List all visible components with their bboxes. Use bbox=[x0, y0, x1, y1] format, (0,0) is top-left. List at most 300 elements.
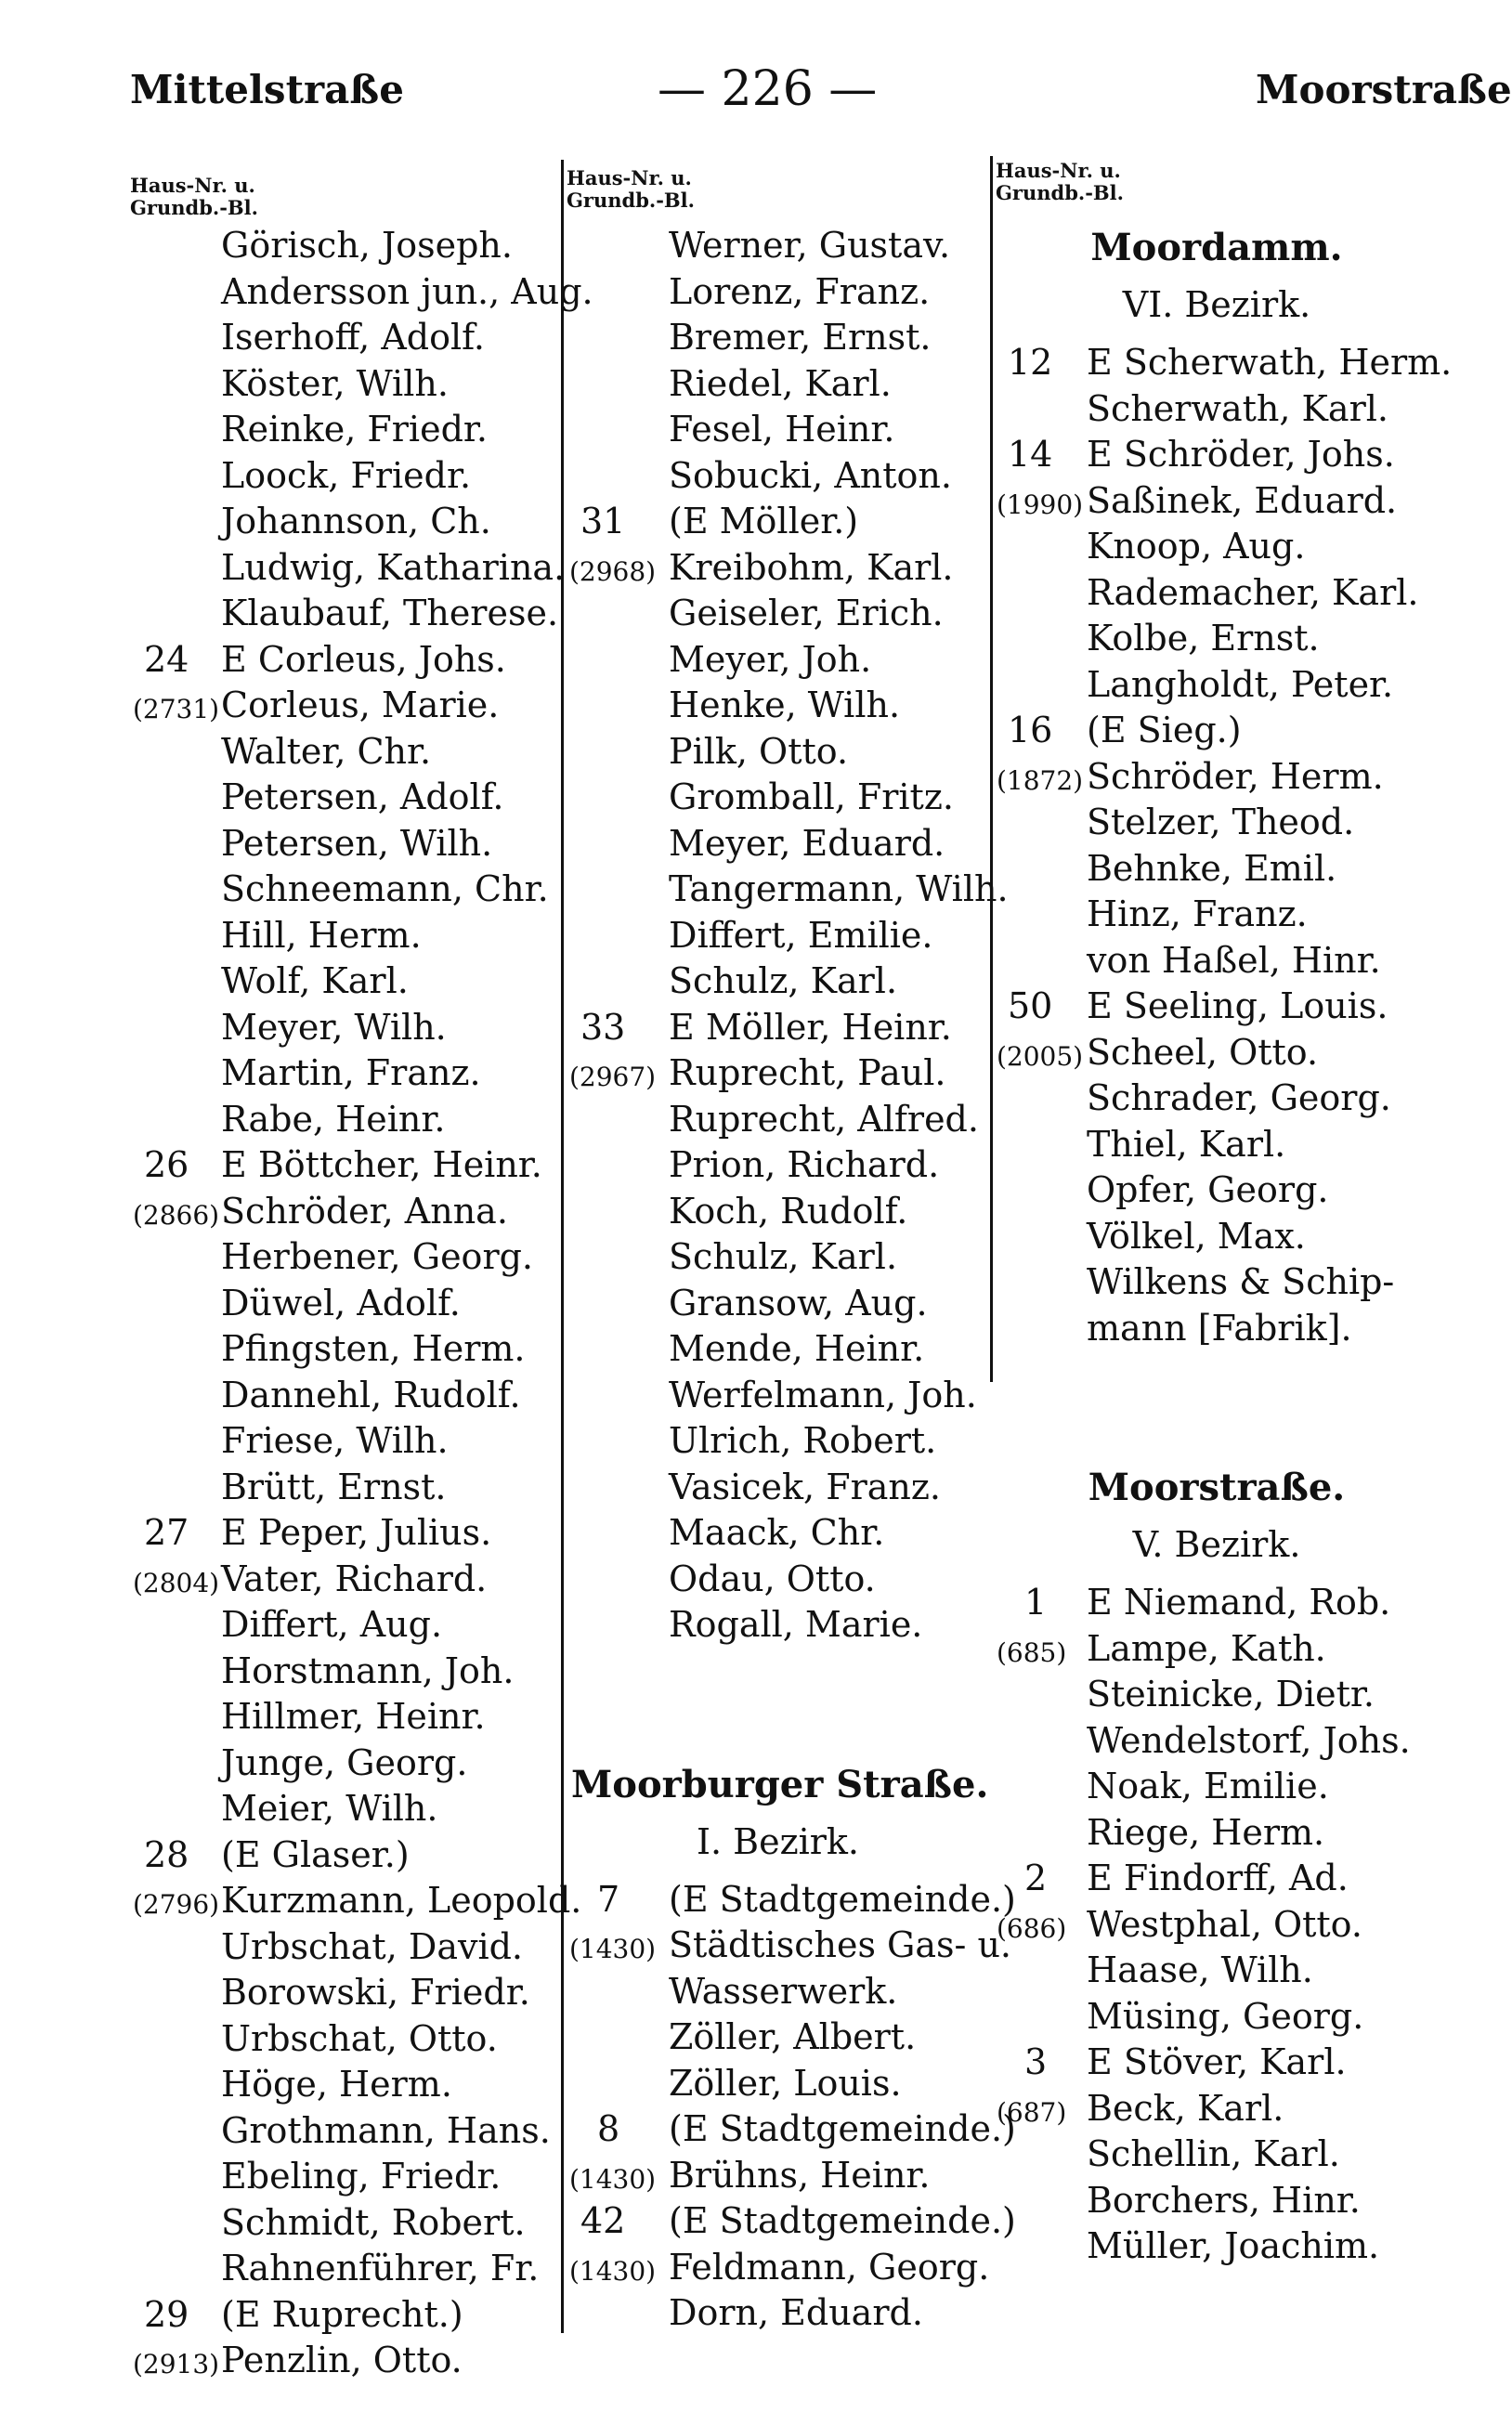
list-item bbox=[998, 386, 1435, 433]
resident-name: Dannehl, Rudolf. bbox=[221, 1374, 521, 1415]
resident-name: Schulz, Karl. bbox=[669, 960, 898, 1001]
column-2 bbox=[569, 223, 1016, 2337]
list-item bbox=[998, 432, 1435, 478]
land-register-number: (687) bbox=[997, 2096, 1067, 2128]
resident-name: Köster, Wilh. bbox=[221, 362, 449, 404]
resident-name: Stelzer, Theod. bbox=[1087, 802, 1355, 842]
house-number: 26 bbox=[144, 1144, 189, 1185]
list-item bbox=[571, 1050, 984, 1097]
resident-name: Ruprecht, Paul. bbox=[669, 1052, 946, 1093]
resident-name: Corleus, Marie. bbox=[221, 684, 500, 725]
list-item bbox=[135, 2016, 557, 2063]
resident-name: Pilk, Otto. bbox=[669, 730, 849, 772]
list-item bbox=[998, 1718, 1435, 1765]
list-item bbox=[135, 545, 566, 592]
resident-name: Ulrich, Robert. bbox=[669, 1420, 937, 1461]
column-header-line1: Haus-Nr. u. bbox=[130, 174, 255, 197]
resident-name: Walter, Chr. bbox=[221, 730, 432, 772]
resident-name: Gromball, Fritz. bbox=[669, 776, 954, 817]
resident-name: Schulz, Karl. bbox=[669, 1236, 898, 1277]
list-item bbox=[135, 1465, 557, 1511]
list-item bbox=[571, 1281, 984, 1327]
resident-name: Rademacher, Karl. bbox=[1087, 571, 1419, 613]
land-register-number: (685) bbox=[997, 1636, 1067, 1668]
list-item bbox=[135, 2154, 557, 2200]
column-header-line2: Grundb.-Bl. bbox=[567, 189, 695, 212]
list-item bbox=[135, 591, 557, 637]
land-register-number: (2804) bbox=[133, 1567, 220, 1598]
list-item bbox=[135, 1970, 557, 2016]
house-number: 24 bbox=[144, 638, 189, 680]
resident-name: Schmidt, Robert. bbox=[221, 2201, 526, 2243]
resident-name: E Peper, Julius. bbox=[221, 1512, 492, 1553]
house-number: 16 bbox=[1008, 710, 1053, 750]
resident-name: Iserhoff, Adolf. bbox=[221, 317, 485, 358]
list-item bbox=[135, 729, 557, 776]
list-item bbox=[571, 1557, 984, 1603]
list-item bbox=[135, 1557, 557, 1603]
resident-name: Haase, Wilh. bbox=[1087, 1949, 1313, 1990]
land-register-number: (2967) bbox=[569, 1062, 657, 1092]
resident-name: Loock, Friedr. bbox=[221, 454, 472, 496]
land-register-number: (2731) bbox=[133, 694, 220, 724]
resident-name: Vasicek, Franz. bbox=[669, 1466, 941, 1507]
list-item bbox=[135, 1786, 557, 1832]
list-item bbox=[571, 407, 984, 453]
list-item bbox=[571, 821, 984, 867]
list-item bbox=[998, 1122, 1435, 1168]
list-item bbox=[998, 1259, 1435, 1306]
list-item bbox=[135, 2246, 557, 2292]
resident-name: Bremer, Ernst. bbox=[669, 317, 932, 358]
list-item bbox=[135, 453, 557, 500]
resident-name: Mende, Heinr. bbox=[669, 1328, 925, 1369]
house-number: 3 bbox=[1024, 2041, 1048, 2082]
list-item bbox=[569, 1923, 1012, 1969]
list-item bbox=[135, 2200, 557, 2247]
list-item bbox=[571, 1097, 984, 1143]
resident-name: Henke, Wilh. bbox=[669, 684, 901, 725]
list-item bbox=[571, 2014, 984, 2061]
list-item bbox=[998, 1030, 1435, 1076]
list-item bbox=[135, 1097, 557, 1143]
spacer bbox=[571, 1649, 984, 1762]
column-divider-1 bbox=[561, 160, 564, 2333]
list-item bbox=[571, 867, 1009, 913]
list-item bbox=[135, 637, 557, 684]
list-item bbox=[998, 2132, 1435, 2178]
resident-name: Fesel, Heinr. bbox=[669, 409, 895, 450]
resident-name: E Seeling, Louis. bbox=[1087, 985, 1388, 1026]
list-item bbox=[135, 1234, 557, 1281]
resident-name: Wolf, Karl. bbox=[221, 960, 409, 1001]
list-item bbox=[571, 1602, 984, 1649]
resident-name: Schröder, Anna. bbox=[221, 1190, 508, 1232]
list-item bbox=[998, 1948, 1435, 1994]
resident-name: Behnke, Emil. bbox=[1087, 847, 1337, 889]
district-label-row bbox=[998, 282, 1435, 340]
resident-name: (E Möller.) bbox=[669, 501, 859, 541]
list-item bbox=[135, 407, 557, 453]
list-item bbox=[135, 1189, 557, 1235]
resident-name: Geiseler, Erich. bbox=[669, 593, 944, 633]
list-item bbox=[135, 2292, 557, 2339]
resident-name: Langholdt, Peter. bbox=[1087, 663, 1394, 705]
list-item bbox=[135, 821, 557, 867]
list-item bbox=[998, 1672, 1435, 1718]
resident-name: E Findorff, Ad. bbox=[1087, 1858, 1349, 1898]
resident-name: E Corleus, Johs. bbox=[221, 638, 506, 680]
list-item bbox=[571, 1189, 984, 1235]
land-register-number: (2913) bbox=[133, 2349, 220, 2379]
list-item bbox=[135, 1741, 557, 1787]
resident-name: Johannson, Ch. bbox=[221, 501, 491, 541]
list-item bbox=[571, 1234, 984, 1281]
resident-name: Wilkens & Schip- bbox=[1087, 1261, 1395, 1302]
resident-name: Kurzmann, Leopold. bbox=[221, 1880, 582, 1921]
resident-name: Kreibohm, Karl. bbox=[669, 546, 954, 588]
resident-name: Friese, Wilh. bbox=[221, 1420, 449, 1461]
resident-name: Kolbe, Ernst. bbox=[1087, 618, 1320, 658]
resident-name: Urbschat, Otto. bbox=[221, 2017, 498, 2059]
list-item bbox=[571, 499, 984, 545]
resident-name: Meier, Wilh. bbox=[221, 1788, 438, 1829]
resident-name: Werfelmann, Joh. bbox=[669, 1374, 977, 1415]
resident-name: Görisch, Joseph. bbox=[221, 225, 513, 266]
district-label: VI. Bezirk. bbox=[1122, 284, 1311, 325]
list-item bbox=[135, 1649, 557, 1695]
resident-name: Meyer, Eduard. bbox=[669, 822, 945, 864]
land-register-number: (1430) bbox=[569, 2163, 657, 2195]
resident-name: Petersen, Wilh. bbox=[221, 822, 493, 864]
house-number: 8 bbox=[597, 2108, 620, 2149]
resident-name: Reinke, Friedr. bbox=[221, 409, 488, 450]
resident-name: Penzlin, Otto. bbox=[221, 2340, 463, 2380]
resident-name: Müller, Joachim. bbox=[1087, 2225, 1380, 2266]
list-item bbox=[571, 913, 984, 959]
land-register-number: (1430) bbox=[569, 2255, 657, 2287]
list-item bbox=[998, 1167, 1435, 1214]
district-label: I. Bezirk. bbox=[696, 1820, 860, 1862]
list-item bbox=[998, 984, 1435, 1030]
list-item bbox=[998, 1076, 1435, 1122]
resident-name: Prion, Richard. bbox=[669, 1144, 940, 1185]
land-register-number: (2968) bbox=[569, 555, 657, 587]
list-item bbox=[998, 340, 1453, 386]
land-register-number: (686) bbox=[997, 1912, 1067, 1944]
resident-name: Städtisches Gas- u. bbox=[669, 1924, 1012, 1965]
resident-name: Meyer, Wilh. bbox=[221, 1006, 447, 1048]
list-item bbox=[133, 1878, 582, 1924]
list-item bbox=[571, 591, 984, 637]
list-item bbox=[135, 1050, 557, 1097]
list-item bbox=[571, 729, 984, 776]
resident-name: Differt, Emilie. bbox=[669, 914, 933, 956]
resident-name: Koch, Rudolf. bbox=[669, 1190, 908, 1232]
resident-name: E Niemand, Rob. bbox=[1087, 1582, 1391, 1623]
list-item bbox=[571, 1877, 1016, 1923]
street-title-row bbox=[998, 225, 1435, 282]
resident-name: Herbener, Georg. bbox=[221, 1236, 534, 1277]
list-item bbox=[571, 683, 984, 729]
list-item bbox=[571, 223, 984, 269]
house-number: 31 bbox=[580, 501, 626, 541]
resident-name: Horstmann, Joh. bbox=[221, 1649, 515, 1691]
resident-name: Westphal, Otto. bbox=[1087, 1903, 1362, 1945]
list-item bbox=[135, 1694, 557, 1741]
house-number: 50 bbox=[1008, 985, 1053, 1026]
list-item bbox=[571, 2106, 1016, 2153]
resident-name: Sobucki, Anton. bbox=[669, 454, 952, 496]
list-item bbox=[998, 1856, 1435, 1902]
street-title: Moorburger Straße. bbox=[571, 1762, 989, 1806]
list-item bbox=[135, 958, 557, 1005]
resident-name: Gransow, Aug. bbox=[669, 1282, 928, 1323]
resident-name: Düwel, Adolf. bbox=[221, 1282, 461, 1323]
resident-name: mann [Fabrik]. bbox=[1087, 1307, 1352, 1349]
resident-name: Brütt, Ernst. bbox=[221, 1466, 447, 1507]
resident-name: Urbschat, David. bbox=[221, 1925, 524, 1967]
list-item bbox=[571, 361, 984, 408]
list-item bbox=[571, 1373, 984, 1419]
list-item bbox=[571, 545, 984, 592]
list-item bbox=[998, 1580, 1435, 1626]
list-item bbox=[571, 1969, 984, 2015]
list-item bbox=[998, 1626, 1435, 1673]
resident-name: Differt, Aug. bbox=[221, 1604, 443, 1645]
resident-name: E Scherwath, Herm. bbox=[1087, 342, 1453, 383]
list-item bbox=[998, 754, 1435, 801]
resident-name: Vater, Richard. bbox=[221, 1558, 488, 1599]
district-label: V. Bezirk. bbox=[1132, 1524, 1301, 1565]
resident-name: Odau, Otto. bbox=[669, 1558, 876, 1599]
resident-name: Scherwath, Karl. bbox=[1087, 387, 1388, 429]
list-item bbox=[135, 1510, 557, 1557]
column-header-line1: Haus-Nr. u. bbox=[996, 159, 1121, 182]
street-title: Moordamm. bbox=[1090, 226, 1343, 269]
list-item bbox=[998, 1214, 1435, 1260]
resident-name: Ebeling, Friedr. bbox=[221, 2156, 502, 2197]
resident-name: Borowski, Friedr. bbox=[221, 1972, 530, 2013]
list-item bbox=[569, 2245, 990, 2291]
list-item bbox=[571, 1418, 984, 1465]
resident-name: Wasserwerk. bbox=[669, 1970, 898, 2012]
list-item bbox=[998, 1306, 1435, 1352]
resident-name: Grothmann, Hans. bbox=[221, 2109, 551, 2151]
list-item bbox=[135, 1924, 557, 1971]
resident-name: (E Ruprecht.) bbox=[221, 2293, 463, 2335]
list-item bbox=[571, 1326, 984, 1373]
column-header-line1: Haus-Nr. u. bbox=[567, 166, 692, 189]
resident-name: Noak, Emilie. bbox=[1087, 1766, 1329, 1806]
resident-name: Feldmann, Georg. bbox=[669, 2246, 990, 2288]
list-item bbox=[135, 2338, 557, 2384]
resident-name: Borchers, Hinr. bbox=[1087, 2179, 1361, 2221]
resident-name: Schneemann, Chr. bbox=[221, 868, 549, 909]
list-item bbox=[135, 867, 557, 913]
resident-name: Schrader, Georg. bbox=[1087, 1077, 1391, 1118]
resident-name: (E Stadtgemeinde.) bbox=[669, 2200, 1016, 2241]
column-header-3 bbox=[996, 160, 1124, 204]
land-register-number: (1990) bbox=[997, 489, 1084, 520]
column-header-2 bbox=[567, 167, 695, 212]
resident-name: Saßinek, Eduard. bbox=[1087, 479, 1398, 521]
resident-name: von Haßel, Hinr. bbox=[1087, 939, 1381, 981]
house-number: 27 bbox=[144, 1512, 189, 1553]
house-number: 1 bbox=[1024, 1582, 1048, 1623]
running-head-left: Mittelstraße bbox=[130, 67, 404, 112]
street-title-row bbox=[571, 1762, 989, 1819]
house-number: 29 bbox=[144, 2293, 189, 2335]
list-item bbox=[571, 1142, 984, 1189]
list-item bbox=[998, 1902, 1435, 1949]
resident-name: Rabe, Heinr. bbox=[221, 1098, 446, 1140]
resident-name: (E Sieg.) bbox=[1087, 710, 1242, 750]
land-register-number: (1430) bbox=[569, 1934, 657, 1964]
resident-name: Hillmer, Heinr. bbox=[221, 1696, 486, 1737]
resident-name: E Möller, Heinr. bbox=[669, 1006, 952, 1048]
list-item bbox=[571, 1005, 984, 1051]
list-item bbox=[135, 1142, 557, 1189]
resident-name: Hill, Herm. bbox=[221, 914, 422, 956]
list-item bbox=[135, 683, 557, 729]
list-item bbox=[571, 637, 984, 684]
list-item bbox=[998, 1764, 1435, 1810]
street-title: Moorstraße. bbox=[1088, 1466, 1346, 1509]
list-item bbox=[571, 1465, 984, 1511]
resident-name: Werner, Gustav. bbox=[669, 225, 951, 266]
list-item bbox=[135, 499, 557, 545]
house-number: 28 bbox=[144, 1833, 189, 1875]
resident-name: Andersson jun., Aug. bbox=[221, 270, 593, 312]
list-item bbox=[998, 1810, 1435, 1857]
list-item bbox=[135, 2108, 557, 2155]
resident-name: Schellin, Karl. bbox=[1087, 2133, 1340, 2174]
spacer bbox=[998, 1351, 1435, 1465]
list-item bbox=[571, 1510, 984, 1557]
resident-name: Opfer, Georg. bbox=[1087, 1169, 1329, 1210]
house-number: 12 bbox=[1008, 342, 1053, 383]
list-item bbox=[571, 453, 984, 500]
list-item bbox=[998, 800, 1435, 846]
list-item bbox=[998, 2086, 1435, 2132]
list-item bbox=[998, 616, 1435, 662]
resident-name: (E Glaser.) bbox=[221, 1833, 410, 1875]
list-item bbox=[998, 524, 1435, 570]
list-item bbox=[998, 1994, 1435, 2040]
land-register-number: (2866) bbox=[133, 1199, 220, 1231]
house-number: 33 bbox=[580, 1006, 626, 1048]
list-item bbox=[571, 315, 984, 361]
resident-name: Steinicke, Dietr. bbox=[1087, 1674, 1375, 1714]
list-item bbox=[998, 708, 1435, 754]
list-item bbox=[135, 315, 557, 361]
land-register-number: (2005) bbox=[997, 1040, 1084, 1072]
list-item bbox=[135, 1326, 557, 1373]
resident-name: Rahnenführer, Fr. bbox=[221, 2248, 540, 2288]
land-register-number: (2796) bbox=[133, 1889, 220, 1920]
resident-name: Beck, Karl. bbox=[1087, 2087, 1284, 2129]
resident-name: Klaubauf, Therese. bbox=[221, 593, 559, 633]
resident-name: Junge, Georg. bbox=[221, 1741, 468, 1783]
list-item bbox=[135, 1373, 557, 1419]
resident-name: Riedel, Karl. bbox=[669, 362, 892, 404]
list-item bbox=[135, 1832, 557, 1879]
house-number: 42 bbox=[580, 2200, 626, 2241]
list-item bbox=[998, 570, 1435, 617]
page-number: — 226 — bbox=[658, 61, 878, 117]
list-item bbox=[998, 892, 1435, 938]
list-item bbox=[998, 662, 1435, 709]
resident-name: Ruprecht, Alfred. bbox=[669, 1098, 979, 1140]
house-number: 7 bbox=[597, 1878, 620, 1920]
house-number: 14 bbox=[1008, 434, 1053, 475]
resident-name: Knoop, Aug. bbox=[1087, 526, 1306, 567]
list-item bbox=[135, 1418, 557, 1465]
resident-name: Wendelstorf, Johs. bbox=[1087, 1719, 1411, 1761]
list-item bbox=[571, 958, 984, 1005]
list-item bbox=[135, 269, 593, 316]
resident-name: Schröder, Herm. bbox=[1087, 755, 1384, 797]
list-item bbox=[998, 478, 1435, 525]
resident-name: E Stöver, Karl. bbox=[1087, 2041, 1347, 2082]
resident-name: Tangermann, Wilh. bbox=[669, 868, 1009, 909]
resident-name: Meyer, Joh. bbox=[669, 638, 872, 680]
resident-name: Brühns, Heinr. bbox=[669, 2154, 931, 2196]
resident-name: E Schröder, Johs. bbox=[1087, 434, 1395, 475]
list-item bbox=[135, 1281, 557, 1327]
list-item bbox=[135, 223, 557, 269]
house-number: 2 bbox=[1024, 1858, 1048, 1898]
resident-name: Zöller, Louis. bbox=[669, 2062, 902, 2104]
resident-name: Ludwig, Katharina. bbox=[221, 546, 566, 588]
list-item bbox=[571, 775, 984, 821]
resident-name: (E Stadtgemeinde.) bbox=[669, 2108, 1016, 2149]
list-item bbox=[998, 846, 1435, 893]
list-item bbox=[135, 775, 557, 821]
resident-name: Lorenz, Franz. bbox=[669, 270, 931, 312]
resident-name: Thiel, Karl. bbox=[1087, 1123, 1286, 1165]
resident-name: Hinz, Franz. bbox=[1087, 893, 1308, 934]
resident-name: Zöller, Albert. bbox=[669, 2016, 917, 2057]
column-divider-2 bbox=[990, 156, 993, 1382]
resident-name: Höge, Herm. bbox=[221, 2064, 452, 2105]
list-item bbox=[571, 2061, 984, 2107]
district-label-row bbox=[998, 1522, 1435, 1580]
list-item bbox=[571, 2290, 984, 2337]
list-item bbox=[998, 2178, 1435, 2224]
column-1 bbox=[133, 223, 593, 2384]
list-item bbox=[135, 913, 557, 959]
column-3 bbox=[997, 225, 1453, 2270]
list-item bbox=[998, 2040, 1435, 2086]
resident-name: Maack, Chr. bbox=[669, 1512, 885, 1553]
list-item bbox=[998, 2223, 1435, 2270]
resident-name: Pfingsten, Herm. bbox=[221, 1328, 526, 1369]
resident-name: Scheel, Otto. bbox=[1087, 1031, 1319, 1073]
resident-name: Petersen, Adolf. bbox=[221, 776, 504, 817]
resident-name: Rogall, Marie. bbox=[669, 1604, 923, 1645]
running-head-right: Moorstraße bbox=[1256, 67, 1512, 112]
column-header-line2: Grundb.-Bl. bbox=[996, 181, 1124, 204]
column-header-1 bbox=[130, 175, 258, 219]
resident-name: Riege, Herm. bbox=[1087, 1811, 1325, 1853]
list-item bbox=[135, 2062, 557, 2108]
street-title-row bbox=[998, 1465, 1435, 1522]
land-register-number: (1872) bbox=[997, 764, 1084, 796]
district-label-row bbox=[571, 1819, 984, 1877]
resident-name: Völkel, Max. bbox=[1087, 1215, 1306, 1257]
